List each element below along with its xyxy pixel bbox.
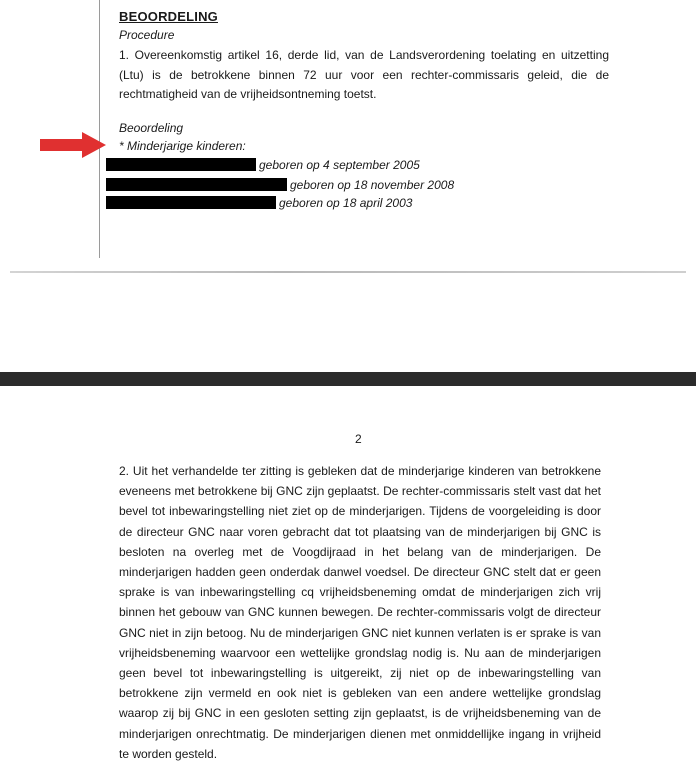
- paragraph-2: 2. Uit het verhandelde ter zitting is gebleken dat de minderjarige kinderen van betrokkene eveneens met betrokkene bij GNC zijn geplaatst. De rechter-commissaris stelt vast dat het bevel tot inbewaringstelling niet ziet op de minderjarigen. Tijdens de voorgeleiding is door de directeur GNC naar voren gebracht dat tot plaatsing van de minderjarigen bij GNC is besloten na overleg met de Voogdijraad in het belang van de minderjarigen. De minderjarigen hadden geen onderdak danwel voedsel. De directeur GNC stelt dat er geen sprake is van inbewaringstelling cq vrijheidsbeneming omdat de minderjarigen zich vrij binnen het gebouw van GNC kunnen bewegen. De rechter-commissaris volgt de directeur GNC niet in zijn betoog. Nu de minderjarigen GNC niet kunnen verlaten is er sprake is van vrijheidsbeneming waarvoor een wettelijke grondslag nodig is. Nu aan de minderjarigen geen bevel tot inbewaringstelling is uitgereikt, zij niet op de inbewaringstelling van betrokkene zijn vermeld en ook niet is gebleken van een andere wettelijke grondslag waarop zij bij GNC in een gesloten setting zijn geplaatst, is de vrijheidsbeneming van de minderjarigen onrechtmatig. De minderjarigen dienen met onmiddellijke ingang in vrijheid te worden gesteld.: [119, 464, 601, 761]
- child-birth-2: geboren op 18 november 2008: [290, 178, 455, 192]
- child-birth-1: geboren op 4 september 2005: [259, 158, 420, 172]
- beoordeling-label: Beoordeling: [119, 121, 184, 135]
- page-bottom-rule: [10, 271, 686, 273]
- redacted-name: [106, 158, 256, 171]
- margin-line: [99, 0, 100, 258]
- child-row-3: [106, 196, 412, 210]
- child-birth-3: geboren op 18 april 2003: [279, 196, 413, 210]
- document-page-2: [0, 386, 696, 761]
- child-row-2: [106, 178, 454, 192]
- procedure-label: Procedure: [119, 28, 175, 42]
- child-row-1: [106, 158, 420, 172]
- minors-label: * Minderjarige kinderen:: [119, 139, 246, 153]
- paragraph-1: 1. Overeenkomstig artikel 16, derde lid, van de Landsverordening toelating en uitzetting (Ltu) is de betrokkene binnen 72 uur voor een rechter-commissaris geleid, die de rechtmatigheid van de vrijheidsontneming toetst.: [119, 48, 609, 101]
- page-divider: [0, 372, 696, 386]
- document-page-1: [0, 0, 696, 372]
- redacted-name: [106, 178, 287, 191]
- red-arrow-icon: [38, 130, 108, 160]
- page-number: 2: [355, 432, 362, 446]
- redacted-name: [106, 196, 276, 209]
- section-heading: BEOORDELING: [119, 9, 218, 24]
